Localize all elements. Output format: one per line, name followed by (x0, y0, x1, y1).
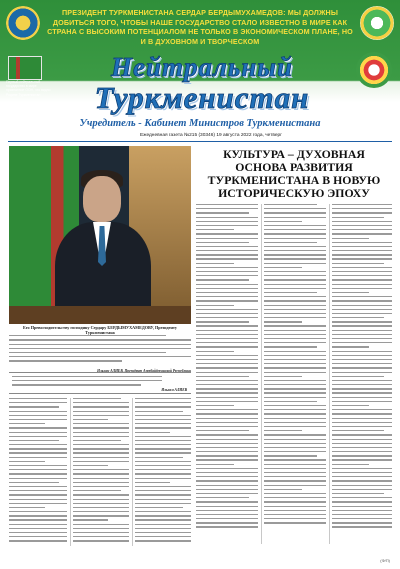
flag-caption: Первый нейтральный государство в мире признанное ООН, что видно Родине Туркменистан (6, 80, 51, 97)
president-photo (9, 146, 191, 324)
national-flag-icon (8, 56, 42, 80)
lower-column-3 (135, 398, 191, 546)
newspaper-title (52, 52, 352, 114)
masthead-rule (8, 141, 392, 142)
title-line-2: Туркменистан (94, 80, 310, 115)
anniversary-emblem-icon (360, 6, 394, 40)
quote-box-signature: Ильхам АЛИЕВ (161, 388, 187, 392)
article-column-2 (264, 204, 326, 544)
quote-box (9, 372, 191, 394)
page-number: (Ф/П) (380, 558, 390, 563)
caption-body-lines (9, 335, 191, 369)
caption-heading: Его Превосходительству господину Сердару БЕРДЫМУХАМЕДОВУ, Президенту Туркменистана (22, 325, 178, 335)
photo-caption (9, 326, 191, 374)
column-divider (329, 204, 330, 544)
quote-box-lines (12, 376, 162, 392)
photo-face (83, 176, 121, 222)
state-emblem-icon (6, 6, 40, 40)
title-line-1: Нейтральный (111, 52, 293, 82)
flower-emblem-icon (356, 52, 392, 88)
photo-desk (9, 306, 191, 324)
issue-info: Ежедневная газета №215 (30346) 19 августа 2022 года, четверг (140, 133, 282, 138)
article-column-3 (332, 204, 392, 544)
column-divider (261, 204, 262, 544)
column-divider (132, 398, 133, 546)
column-divider (70, 398, 71, 546)
president-quote-headline: ПРЕЗИДЕНТ ТУРКМЕНИСТАНА СЕРДАР БЕРДЫМУХАМЕДОВ: МЫ ДОЛЖНЫ ДОБИТЬСЯ ТОГО, ЧТОБЫ НАШЕ ГОСУДАРСТВО СТАЛО ИЗВЕСТНО В МИРЕ КАК СТРАНА С ВЫСОКИМ ПОТЕНЦИАЛОМ НЕ ТОЛЬКО В ЭКОНОМИЧЕСКОМ ПЛАНЕ, НО И В ДУХОВНОМ И ТВОРЧЕСКОМ (47, 8, 353, 46)
article-column-1 (196, 204, 258, 544)
article-title: КУЛЬТУРА – ДУХОВНАЯ ОСНОВА РАЗВИТИЯ ТУРКМЕНИСТАНА В НОВУЮ ИСТОРИЧЕСКУЮ ЭПОХУ (207, 147, 381, 200)
lower-column-1 (9, 398, 67, 546)
caption-signature: Ильхам АЛИЕВ, Президент Азербайджанской Республики (97, 369, 191, 374)
founder-subtitle: Учредитель - Кабинет Министров Туркменистана (79, 118, 321, 129)
lower-column-2 (73, 398, 129, 546)
